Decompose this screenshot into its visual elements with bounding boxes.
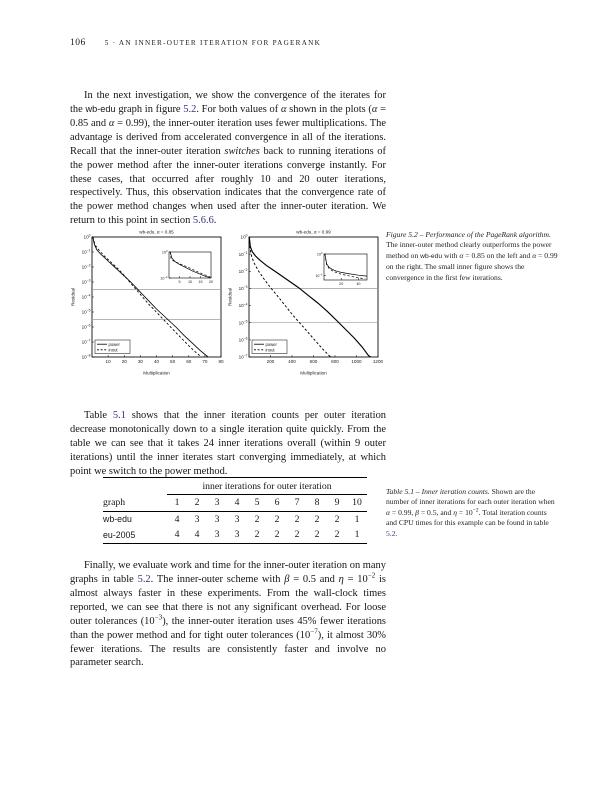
table-row-wb-edu (103, 511, 367, 527)
column-header-graph: graph (103, 495, 167, 512)
table-cell: 2 (327, 527, 347, 543)
text-segment: ), the inner-outer iteration uses 45% fewer iterations than the power method and for tight outer tolerances (10 (70, 615, 386, 641)
table-cell: 3 (194, 513, 200, 525)
figure-caption (386, 230, 558, 283)
table-cell: 2 (294, 513, 300, 525)
running-header (70, 38, 321, 48)
svg-text:Residual: Residual (227, 288, 233, 306)
text-segment: = 0.99, (390, 507, 416, 517)
superscript: −2 (472, 507, 479, 514)
table-cell: 1 (354, 513, 360, 525)
column-header: 8 (307, 495, 327, 512)
cross-reference[interactable]: 5.6.6 (192, 215, 214, 227)
svg-text:power: power (265, 341, 277, 347)
italic-text: α (532, 250, 537, 260)
cross-reference[interactable]: 5.1 (112, 410, 126, 422)
svg-text:40: 40 (356, 282, 361, 287)
inner-iterations-table (103, 477, 367, 544)
column-header: 1 (167, 495, 187, 512)
svg-text:10−2: $10^{-2}$ (160, 275, 168, 281)
italic-text: switches (224, 145, 260, 157)
column-header: 3 (207, 495, 227, 512)
table-span-header-row (103, 478, 367, 495)
text-segment: . Total iteration counts and CPU times for this example can be found in table (386, 507, 549, 528)
code-text: wb-edu (85, 104, 116, 115)
text-segment: = 0.85 on the left and (463, 250, 533, 260)
table-cell: 2 (267, 527, 287, 543)
svg-text:20: 20 (121, 359, 127, 365)
italic-text: η (338, 574, 344, 586)
text-segment: The inner-outer method clearly outperforms the power method on (386, 240, 552, 260)
italic-text: α (459, 250, 464, 260)
text-segment: In the next investigation, we show the convergence of the iterates for the (70, 90, 386, 116)
table-cell: 2 (274, 513, 280, 525)
svg-text:100: $10^0$ (83, 233, 91, 240)
table-cell: 2 (254, 513, 260, 525)
column-header: 5 (247, 495, 267, 512)
column-header: 2 (187, 495, 207, 512)
svg-text:60: 60 (186, 359, 192, 365)
svg-text:20: 20 (339, 282, 344, 287)
svg-text:15: 15 (198, 280, 203, 285)
paragraph-intro (70, 89, 386, 227)
text-segment: . (395, 528, 398, 538)
svg-text:80: 80 (218, 359, 224, 365)
text-segment: . (213, 215, 217, 227)
table-caption (386, 487, 558, 539)
inset-chart (156, 248, 213, 288)
table-cell: 4 (187, 527, 207, 543)
svg-text:40: 40 (153, 359, 160, 365)
column-header: 6 (267, 495, 287, 512)
svg-text:50: 50 (170, 359, 176, 365)
text-segment: ), it almost 30% fewer iterations. The results are consistently faster and involve no parameter search. (70, 629, 387, 669)
svg-text:10−8: $10^{-8}$ (81, 353, 91, 360)
text-segment: Finally, we evaluate work and time for the inner-outer iteration on many graphs in table (70, 560, 386, 586)
svg-text:10−2: $10^{-2}$ (81, 263, 91, 270)
text-segment: = 0.5 and (289, 574, 339, 586)
italic-text: β (284, 574, 290, 586)
code-text: wb-edu (420, 252, 443, 260)
text-segment: Shown are the number of inner iterations for each outer iteration when (386, 487, 555, 507)
paragraph-table-discussion (70, 409, 386, 478)
svg-text:100: $10^0$ (316, 251, 323, 257)
svg-text:10−2: $10^{-2}$ (238, 267, 248, 274)
table-cell: 4 (167, 527, 187, 543)
svg-text:1200: 1200 (372, 359, 384, 365)
superscript: −3 (154, 613, 163, 622)
svg-text:800: 800 (331, 359, 339, 365)
svg-text:wb-edu, α = 0.99: wb-edu, α = 0.99 (296, 229, 331, 235)
caption-lead: Table 5.1 – Inner iteration counts. (386, 487, 490, 496)
svg-text:10−6: $10^{-6}$ (238, 336, 248, 343)
table-cell: 2 (287, 527, 307, 543)
svg-text:10−5: $10^{-5}$ (238, 319, 248, 326)
text-segment: shown in the plots ( (286, 104, 372, 116)
superscript: −7 (310, 627, 318, 636)
text-segment: graph in figure (115, 104, 184, 116)
svg-text:10−7: $10^{-7}$ (238, 353, 248, 360)
svg-text:Multiplication: Multiplication (300, 370, 327, 376)
svg-text:inout: inout (265, 347, 275, 353)
table-cell: 2 (314, 513, 320, 525)
text-segment: = 0.99), the inner-outer iteration uses fewer multiplications. The advantage is derived from accelerated convergence in all of the iterations. Recall that the inner-outer iteration (70, 118, 386, 157)
table-corner-cell (103, 478, 167, 495)
page-number: 106 (70, 38, 86, 48)
table-row-eu-2005 (103, 527, 367, 543)
table-cell: 3 (207, 527, 227, 543)
svg-text:600: 600 (309, 359, 318, 365)
svg-text:100: $10^0$ (161, 249, 168, 255)
table-cell: 3 (234, 513, 240, 525)
svg-text:5: 5 (178, 280, 181, 285)
svg-text:10−1: $10^{-1}$ (81, 248, 91, 255)
svg-text:10−1: $10^{-1}$ (238, 250, 248, 257)
superscript: −2 (367, 571, 376, 580)
svg-text:10−3: $10^{-3}$ (238, 285, 248, 291)
table-cell: 1 (347, 527, 367, 543)
svg-text:200: 200 (266, 359, 275, 365)
text-segment: back to running iterations of the power method after the inner-outer iterations converge instantly. For these cases, that occurred after roughly 10 and 20 outer iterations, respectively. Thus, this observation indicates that the convergence rate of the power method changes when used after the inner-outer iteration. We return to this point in section (70, 145, 387, 227)
column-header: 10 (347, 495, 367, 512)
italic-text: β (415, 507, 419, 517)
inset-chart-svg (311, 250, 369, 290)
svg-text:10: 10 (105, 359, 111, 365)
italic-text: α (280, 104, 287, 116)
italic-text: α (371, 104, 378, 116)
text-segment: = 10 (456, 507, 473, 517)
text-segment: is almost always faster in these experiments. From the wall-clock times reported, we can see that there is not any significant overhead. For loose outer tolerances (10 (70, 574, 386, 627)
column-header: 9 (327, 495, 347, 512)
chapter-running-head: 5 · AN INNER-OUTER ITERATION FOR PAGERANK (104, 39, 322, 47)
svg-text:10: 10 (187, 280, 193, 285)
svg-text:10−4: $10^{-4}$ (238, 302, 248, 309)
column-header: 7 (287, 495, 307, 512)
italic-text: α (386, 507, 390, 517)
chart-wb-edu-alpha-099 (227, 226, 384, 376)
italic-text: α (108, 118, 115, 130)
svg-text:30: 30 (137, 359, 143, 365)
svg-text:10−4: $10^{-4}$ (81, 293, 91, 300)
svg-text:20: 20 (208, 280, 213, 285)
svg-text:10−1: $10^{-1}$ (315, 273, 323, 278)
table-cell: 3 (214, 513, 220, 525)
text-segment: = 0.85 and (70, 104, 386, 130)
cross-reference[interactable]: 5.2 (386, 528, 396, 538)
svg-text:70: 70 (202, 359, 208, 365)
inset-chart (311, 250, 369, 290)
table-cell: 3 (227, 527, 247, 543)
svg-text:power: power (108, 341, 120, 347)
svg-text:10−6: $10^{-6}$ (81, 323, 91, 330)
chart-wb-edu-alpha-085 (70, 226, 227, 376)
table-cell: 2 (307, 527, 327, 543)
table-span-header: inner iterations for outer iteration (167, 478, 367, 495)
inset-chart-svg (156, 248, 213, 288)
table-cell: 2 (247, 527, 267, 543)
table-column-header-row (103, 495, 367, 512)
svg-text:10−7: $10^{-7}$ (81, 338, 91, 345)
table-cell: 4 (174, 513, 180, 525)
svg-text:1000: 1000 (351, 359, 362, 365)
svg-text:wb-edu, α = 0.85: wb-edu, α = 0.85 (139, 229, 174, 235)
italic-text: η (453, 507, 457, 517)
svg-text:10−5: $10^{-5}$ (81, 308, 91, 315)
svg-text:inout: inout (108, 347, 118, 353)
text-segment: = 0.99 on the right. The small inner figure shows the convergence in the first few iterations. (386, 250, 558, 282)
figure-5-2 (70, 226, 384, 376)
row-label: eu-2005 (103, 527, 167, 543)
svg-text:400: 400 (288, 359, 296, 365)
column-header: 4 (227, 495, 247, 512)
text-segment: . For both values of (196, 104, 281, 116)
text-segment: . The inner-outer scheme with (150, 574, 285, 586)
text-segment: Table (84, 410, 113, 422)
svg-text:10−3: $10^{-3}$ (81, 278, 91, 285)
svg-text:Multiplication: Multiplication (143, 370, 170, 376)
text-segment: = 10 (343, 574, 368, 586)
text-segment: shows that the inner iteration counts per outer iteration decrease monotonically down to a single iteration quite quickly. From the table we can see that it takes 24 inner iterations overall (within 9 outer iterations) until the inner iterates start converging immediately, at which point we switch to the power method. (70, 410, 387, 477)
chart-svg (227, 226, 384, 376)
svg-text:Residual: Residual (70, 288, 76, 306)
svg-text:100: $10^0$ (240, 233, 248, 240)
row-label: wb-edu (103, 514, 132, 524)
caption-lead: Figure 5.2 – Performance of the PageRank algorithm. (386, 230, 551, 239)
paragraph-results (70, 559, 386, 670)
cross-reference[interactable]: 5.2 (183, 104, 197, 116)
cross-reference[interactable]: 5.2 (137, 574, 151, 586)
text-segment: with (442, 250, 460, 260)
text-segment: = 0.5, and (418, 507, 454, 517)
table-cell: 2 (334, 513, 340, 525)
